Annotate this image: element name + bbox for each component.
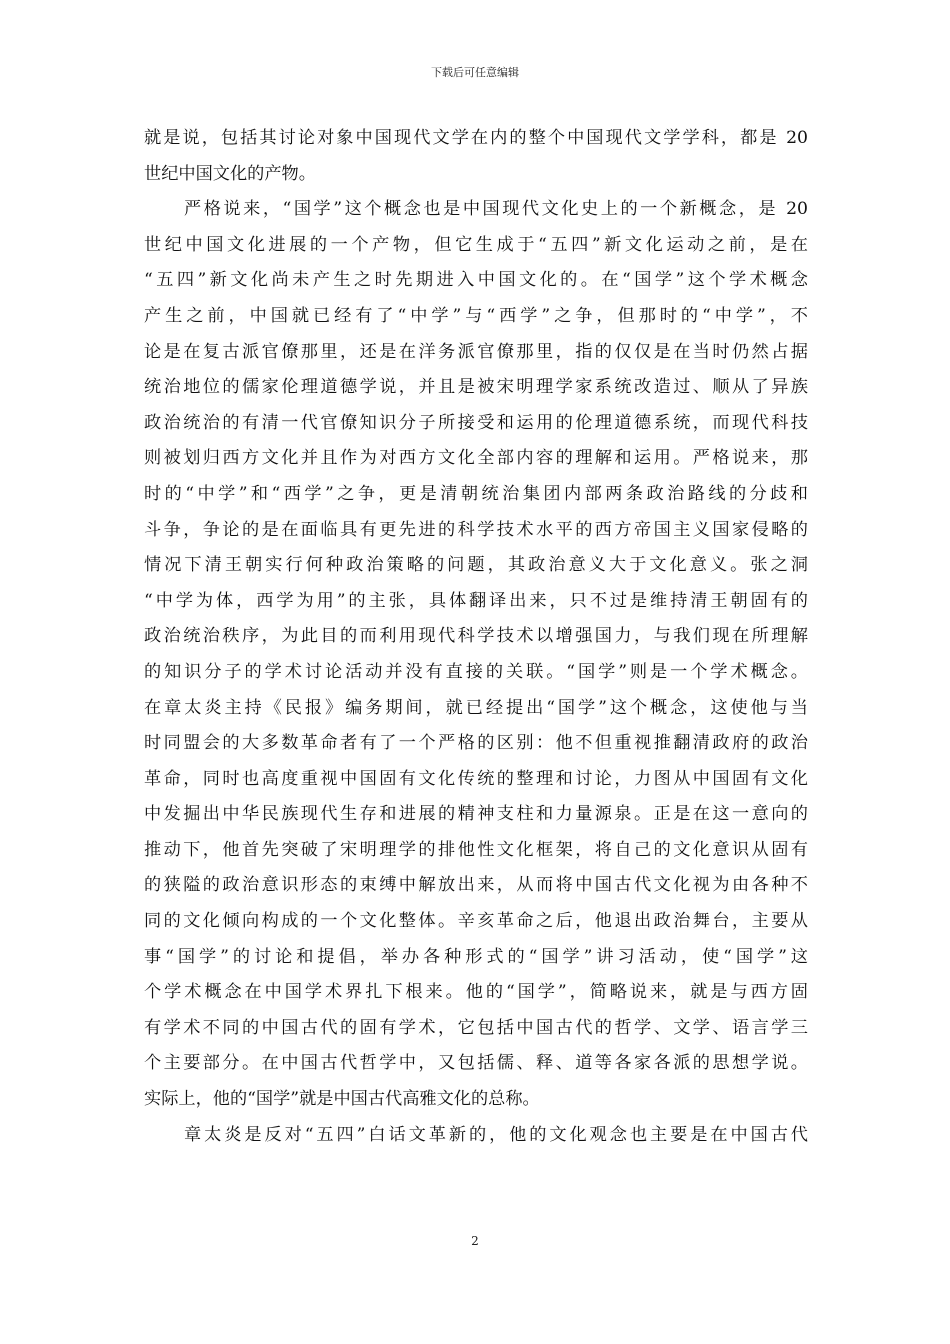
body-line: 情况下清王朝实行何种政治策略的问题，其政治意义大于文化意义。张之洞 xyxy=(144,555,808,576)
document-body xyxy=(144,121,808,1153)
page-header: 下载后可任意编辑 xyxy=(431,66,519,79)
body-line: 论是在复古派官僚那里，还是在洋务派官僚那里，指的仅仅是在当时仍然占据 xyxy=(144,341,808,362)
body-line: 个学术概念在中国学术界扎下根来。他的“国学”，简略说来，就是与西方固 xyxy=(144,982,808,1003)
body-line: 的知识分子的学术讨论活动并没有直接的关联。“国学”则是一个学术概念。 xyxy=(144,661,808,682)
body-line: 在章太炎主持《民报》编务期间，就已经提出“国学”这个概念，这使他与当 xyxy=(144,697,808,718)
body-line: 世纪中国文化进展的一个产物，但它生成于“五四”新文化运动之前，是在 xyxy=(144,234,808,255)
body-line: 革命，同时也高度重视中国固有文化传统的整理和讨论，力图从中国固有文化 xyxy=(144,768,808,789)
body-line: 政治统治的有清一代官僚知识分子所接受和运用的伦理道德系统，而现代科技 xyxy=(144,412,808,433)
body-line: 就是说，包括其讨论对象中国现代文学在内的整个中国现代文学学科，都是 20 xyxy=(144,128,808,148)
body-line: 有学术不同的中国古代的固有学术，它包括中国古代的哲学、文学、语言学三 xyxy=(144,1017,808,1038)
body-line: 时的“中学”和“西学”之争，更是清朝统治集团内部两条政治路线的分歧和 xyxy=(144,483,808,504)
body-line: 世纪中国文化的产物。 xyxy=(144,163,316,184)
body-line: 产生之前，中国就已经有了“中学”与“西学”之争，但那时的“中学”，不 xyxy=(144,305,808,326)
body-line: 个主要部分。在中国古代哲学中，又包括儒、释、道等各家各派的思想学说。 xyxy=(144,1053,808,1074)
body-line: 斗争，争论的是在面临具有更先进的科学技术水平的西方帝国主义国家侵略的 xyxy=(144,519,808,540)
body-line: 时同盟会的大多数革命者有了一个严格的区别：他不但重视推翻清政府的政治 xyxy=(144,733,808,754)
body-line: 章太炎是反对“五四”白话文革新的，他的文化观念也主要是在中国古代 xyxy=(184,1124,808,1145)
body-line: 则被划归西方文化并且作为对西方文化全部内容的理解和运用。严格说来，那 xyxy=(144,448,808,469)
body-line: 统治地位的儒家伦理道德学说，并且是被宋明理学家系统改造过、顺从了异族 xyxy=(144,377,808,398)
body-line: 中发掘出中华民族现代生存和进展的精神支柱和力量源泉。正是在这一意向的 xyxy=(144,804,808,825)
body-line: 事“国学”的讨论和提倡，举办各种形式的“国学”讲习活动，使“国学”这 xyxy=(144,946,808,967)
body-line: 实际上，他的“国学”就是中国古代高雅文化的总称。 xyxy=(144,1089,540,1110)
body-line: “五四”新文化尚未产生之时先期进入中国文化的。在“国学”这个学术概念 xyxy=(144,270,808,291)
body-line: 严格说来，“国学”这个概念也是中国现代文化史上的一个新概念，是 20 xyxy=(184,199,808,220)
body-line: 推动下，他首先突破了宋明理学的排他性文化框架，将自己的文化意识从固有 xyxy=(144,839,808,860)
body-line: 同的文化倾向构成的一个文化整体。辛亥革命之后，他退出政治舞台，主要从 xyxy=(144,911,808,932)
body-line: 的狭隘的政治意识形态的束缚中解放出来，从而将中国古代文化视为由各种不 xyxy=(144,875,808,896)
body-line: 政治统治秩序，为此目的而利用现代科学技术以增强国力，与我们现在所理解 xyxy=(144,626,808,647)
page-number: 2 xyxy=(471,1234,479,1248)
body-line: “中学为体，西学为用”的主张，具体翻译出来，只不过是维持清王朝固有的 xyxy=(144,590,808,611)
